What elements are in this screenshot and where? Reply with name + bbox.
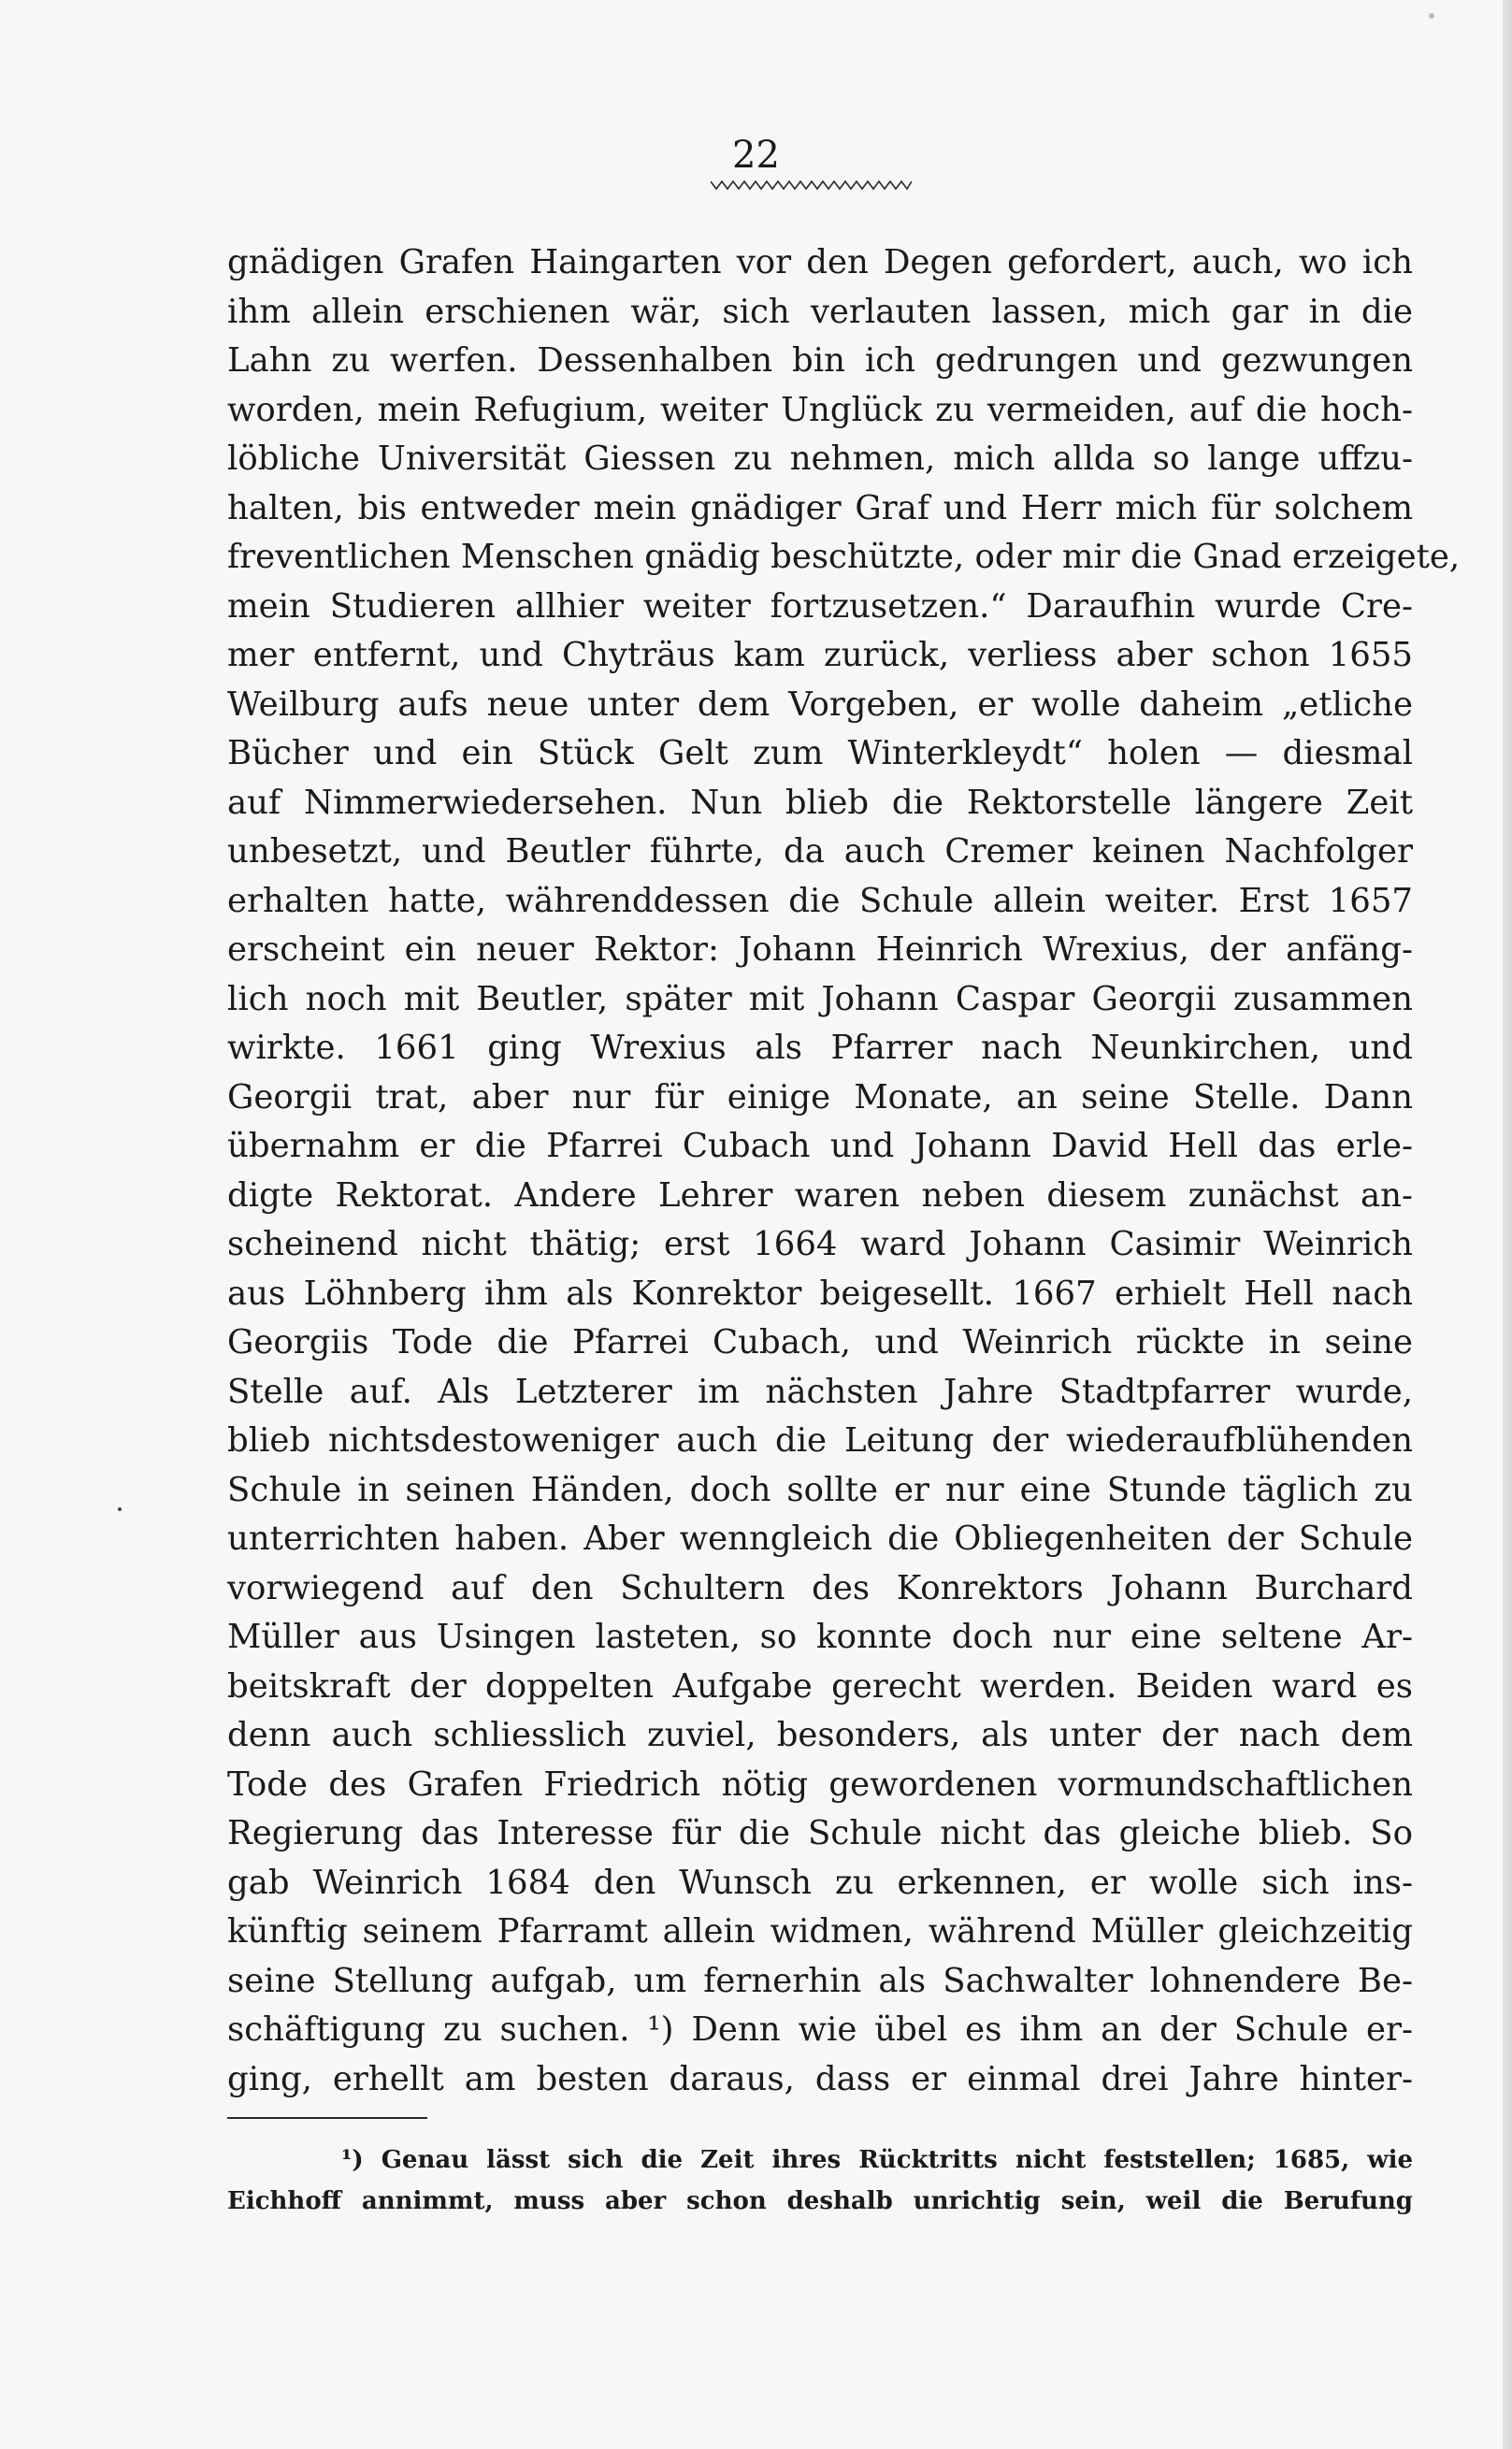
text-line: Regierung das Interesse für die Schule nicht das gleiche blieb. So	[227, 1814, 1413, 1852]
text-line: freventlichen Menschen gnädig beschützte, oder mir die Gnad erzeigete,	[227, 538, 1461, 576]
text-line: Weilburg aufs neue unter dem Vorgeben, er wolle daheim „etliche	[227, 684, 1413, 724]
page-number-ornament	[711, 178, 912, 193]
text-line: schäftigung zu suchen. ¹) Denn wie übel es ihm an der Schule er-	[227, 2010, 1413, 2049]
text-line: Stelle auf. Als Letzterer im nächsten Jahre Stadtpfarrer wurde,	[227, 1372, 1413, 1411]
text-line: gnädigen Grafen Haingarten vor den Degen gefordert, auch, wo ich	[227, 243, 1413, 281]
text-line: Müller aus Usingen lasteten, so konnte doch nur eine seltene Ar-	[227, 1618, 1413, 1656]
text-line: Schule in seinen Händen, doch sollte er nur eine Stunde täglich zu	[227, 1470, 1413, 1509]
text-line: beitskraft der doppelten Aufgabe gerecht werden. Beiden ward es	[227, 1666, 1413, 1706]
text-line: unterrichten haben. Aber wenngleich die Obliegenheiten der Schule	[227, 1520, 1413, 1558]
text-line: erhalten hatte, währenddessen die Schule allein weiter. Erst 1657	[227, 881, 1413, 920]
text-line: digte Rektorat. Andere Lehrer waren neben diesem zunächst an-	[227, 1175, 1413, 1215]
text-line: Tode des Grafen Friedrich nötig gewordenen vormundschaftlichen	[227, 1765, 1413, 1804]
footnote	[227, 2139, 1413, 2222]
body-text	[227, 238, 1461, 2104]
text-line: scheinend nicht thätig; erst 1664 ward Johann Casimir Weinrich	[227, 1225, 1413, 1263]
stray-ink-dot	[118, 1507, 122, 1511]
text-line: mer entfernt, und Chyträus kam zurück, verliess aber schon 1655	[227, 636, 1413, 674]
text-line: auf Nimmerwiedersehen. Nun blieb die Rektorstelle längere Zeit	[227, 783, 1413, 822]
text-line: denn auch schliesslich zuviel, besonders, als unter der nach dem	[227, 1716, 1413, 1754]
text-line: Georgiis Tode die Pfarrei Cubach, und Weinrich rückte in seine	[227, 1323, 1413, 1361]
text-line: wirkte. 1661 ging Wrexius als Pfarrer nach Neunkirchen, und	[227, 1029, 1413, 1067]
text-line: künftig seinem Pfarramt allein widmen, während Müller gleichzeitig	[227, 1912, 1413, 1951]
text-line: löbliche Universität Giessen zu nehmen, mich allda so lange uffzu-	[227, 439, 1413, 478]
text-line: blieb nichtsdestoweniger auch die Leitung der wiederaufblühenden	[227, 1421, 1413, 1460]
footnote-rule	[227, 2117, 427, 2119]
footnote-line: Eichhoff annimmt, muss aber schon deshalb unrichtig sein, weil die Berufung	[227, 2187, 1413, 2215]
text-line: seine Stellung aufgab, um fernerhin als Sachwalter lohnendere Be-	[227, 1961, 1413, 2000]
text-line: lich noch mit Beutler, später mit Johann Caspar Georgii zusammen	[227, 979, 1413, 1018]
corner-mark	[1429, 13, 1434, 19]
text-line: ging, erhellt am besten daraus, dass er einmal drei Jahre hinter-	[227, 2059, 1413, 2098]
text-line: halten, bis entweder mein gnädiger Graf und Herr mich für solchem	[227, 488, 1413, 527]
text-line: Georgii trat, aber nur für einige Monate, an seine Stelle. Dann	[227, 1077, 1413, 1116]
text-line: gab Weinrich 1684 den Wunsch zu erkennen, er wolle sich ins-	[227, 1863, 1413, 1902]
text-line: übernahm er die Pfarrei Cubach und Johann David Hell das erle-	[227, 1127, 1413, 1165]
text-line: Lahn zu werfen. Dessenhalben bin ich gedrungen und gezwungen	[227, 341, 1413, 380]
text-line: aus Löhnberg ihm als Konrektor beigesellt. 1667 erhielt Hell nach	[227, 1274, 1413, 1313]
text-line: worden, mein Refugium, weiter Unglück zu vermeiden, auf die hoch-	[227, 390, 1413, 429]
text-line: vorwiegend auf den Schultern des Konrektors Johann Burchard	[227, 1568, 1413, 1607]
text-line: erscheint ein neuer Rektor: Johann Heinrich Wrexius, der anfäng-	[227, 930, 1413, 969]
footnote-line: ¹) Genau lässt sich die Zeit ihres Rücktritts nicht feststellen; 1685, wie	[341, 2146, 1413, 2174]
page-number: 22	[732, 134, 780, 177]
text-line: mein Studieren allhier weiter fortzusetzen.“ Daraufhin wurde Cre-	[227, 586, 1413, 626]
text-line: Bücher und ein Stück Gelt zum Winterkleydt“ holen — diesmal	[227, 734, 1413, 772]
page-edge	[1503, 0, 1512, 2449]
text-line: ihm allein erschienen wär, sich verlauten lassen, mich gar in die	[227, 292, 1413, 331]
text-line: unbesetzt, und Beutler führte, da auch Cremer keinen Nachfolger	[227, 832, 1413, 871]
